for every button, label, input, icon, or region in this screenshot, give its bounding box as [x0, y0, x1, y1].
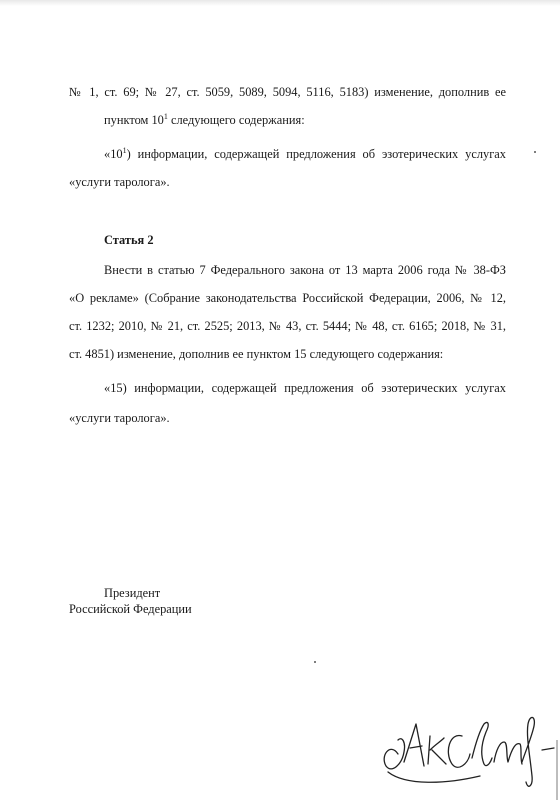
article-line-2: «О рекламе» (Собрание законодательства Российской Федерации, 2006, № 12,	[69, 291, 506, 305]
signatory-title-line-2: Российской Федерации	[69, 602, 192, 616]
quote-2-line-2: «услуги таролога».	[69, 411, 170, 425]
article-heading: Статья 2	[104, 233, 154, 247]
scan-speck	[314, 661, 316, 663]
quote-2-line-1: «15) информации, содержащей предложения об эзотерических услугах	[104, 381, 506, 395]
paragraph-1-line-2-text: пунктом 10	[104, 113, 164, 127]
signature-image	[376, 702, 560, 798]
signatory-title-line-1: Президент	[104, 586, 161, 600]
article-line-3: ст. 1232; 2010, № 21, ст. 2525; 2013, № 43, ст. 5444; № 48, ст. 6165; 2018, № 31,	[69, 319, 506, 333]
article-line-1: Внести в статью 7 Федерального закона от 13 марта 2006 года № 38-ФЗ	[104, 263, 506, 277]
paragraph-1-line-1: № 1, ст. 69; № 27, ст. 5059, 5089, 5094, 5116, 5183) изменение, дополнив ее	[69, 85, 506, 99]
superscript: 1	[163, 112, 168, 121]
quote-1-rest: ) информации, содержащей предложения об эзотерических услугах	[126, 147, 506, 161]
article-line-4: ст. 4851) изменение, дополнив ее пунктом 15 следующего содержания:	[69, 347, 444, 361]
scan-right-edge	[556, 740, 558, 800]
paragraph-1-line-2	[104, 112, 305, 128]
scan-speck	[534, 151, 536, 153]
quote-1-line-1	[104, 146, 506, 162]
superscript: 1	[122, 146, 127, 155]
quote-1-line-2: «услуги таролога».	[69, 175, 170, 189]
quote-1-open: «10	[104, 147, 123, 161]
scan-top-edge	[0, 0, 560, 6]
paragraph-1-line-2-tail: следующего содержания:	[167, 113, 305, 127]
